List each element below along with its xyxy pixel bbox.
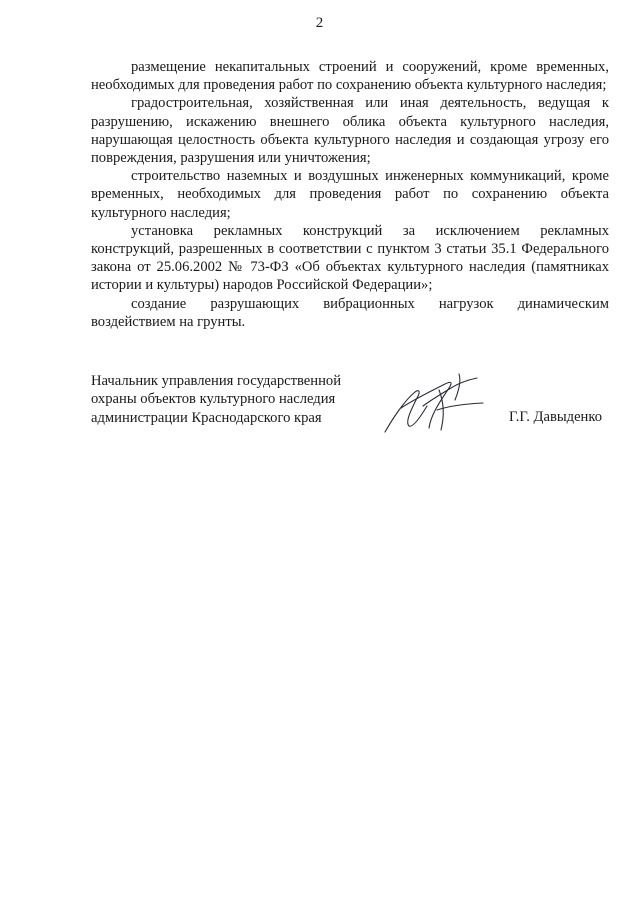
position-line-3: администрации Краснодарского края	[91, 409, 322, 426]
position-line-1: Начальник управления государственной	[91, 373, 342, 389]
paragraph-2: градостроительная, хозяйственная или иная деятельность, ведущая к разрушению, искажению внешнего облика объекта культурного наследия, нарушающая целостность объекта культурного наследия и создающая угрозу его повреждения, разрушения или уничтожения;	[91, 95, 609, 167]
handwritten-signature	[379, 370, 489, 436]
paragraph-3: строительство наземных и воздушных инженерных коммуникаций, кроме временных, необходимых для проведения работ по сохранению объекта культурного наследия;	[91, 168, 609, 221]
page-number: 2	[315, 15, 324, 31]
paragraph-4: установка рекламных конструкций за исключением рекламных конструкций, разрешенных в соответствии с пунктом 3 статьи 35.1 Федерального закона от 25.06.2002 № 73-ФЗ «Об объектах культурного наследия (памятниках истории и культуры) народов Российской Федерации»;	[91, 222, 609, 294]
signer-name: Г.Г. Давыденко	[508, 409, 602, 425]
paragraph-5: создание разрушающих вибрационных нагрузок динамическим воздействием на грунты.	[91, 295, 609, 330]
signer-position	[91, 372, 371, 427]
paragraph-1: размещение некапитальных строений и сооружений, кроме временных, необходимых для проведения работ по сохранению объекта культурного наследия;	[91, 59, 609, 94]
document-body	[91, 58, 609, 331]
position-line-2: охраны объектов культурного наследия	[91, 391, 336, 408]
signature-block	[91, 370, 609, 440]
